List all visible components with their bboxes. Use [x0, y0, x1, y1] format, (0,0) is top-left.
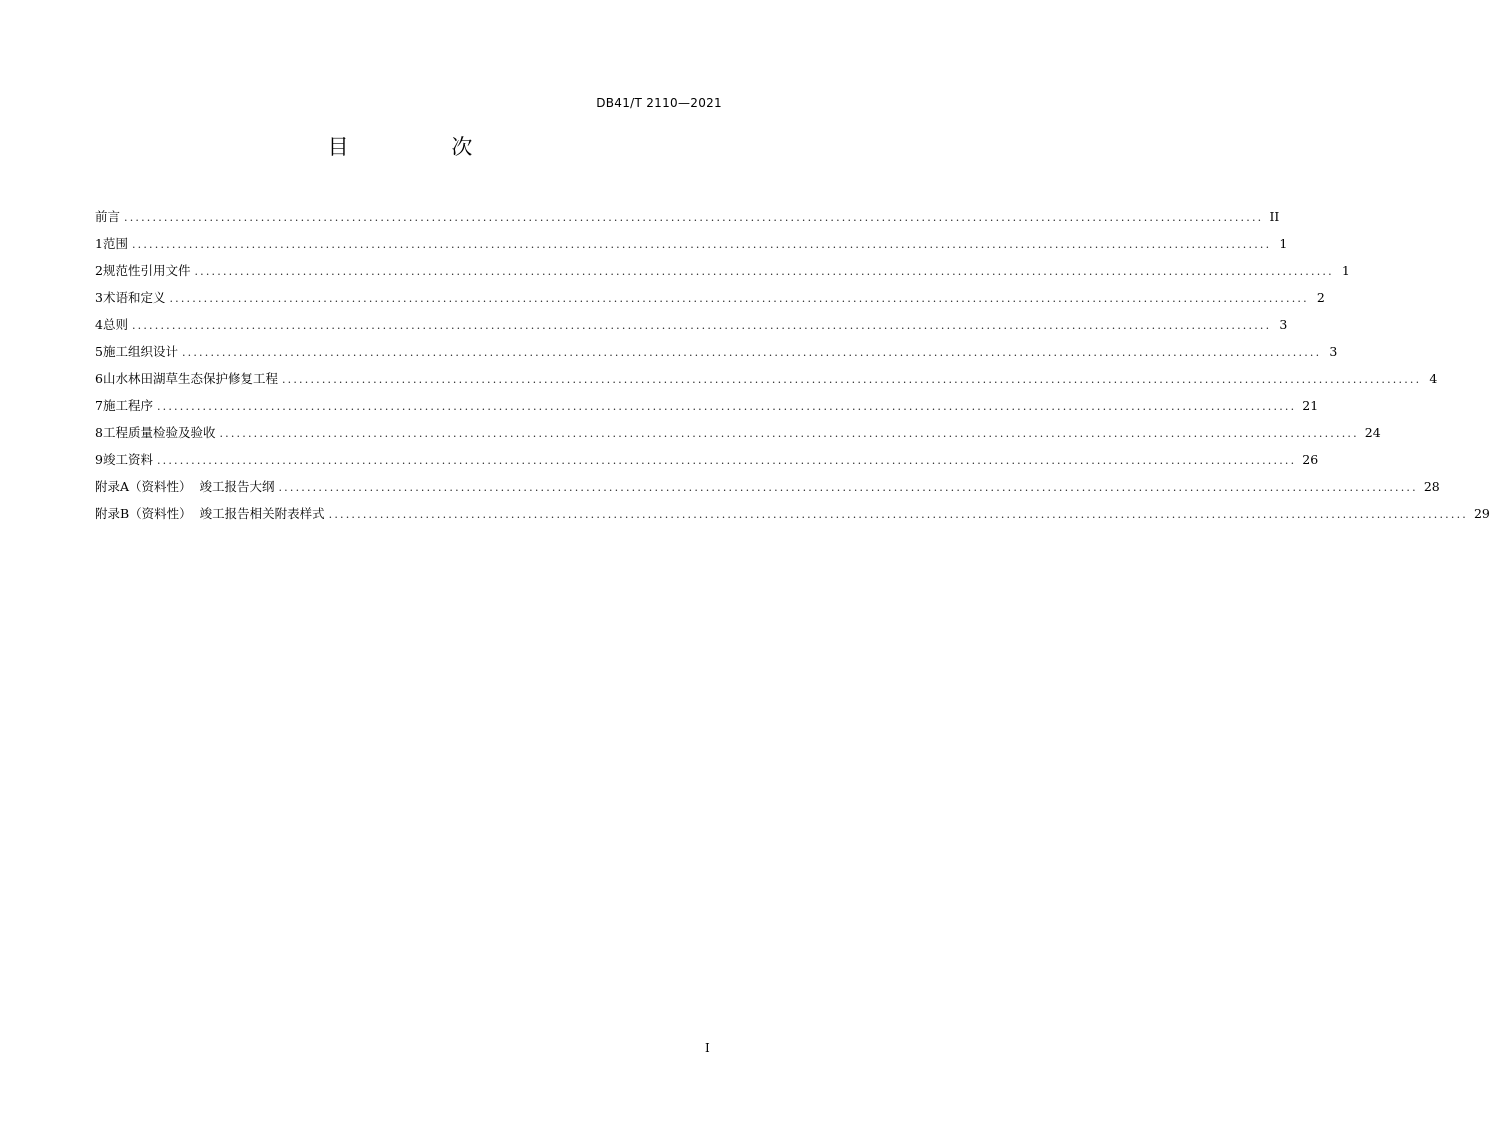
toc-entry-number: 3 — [95, 290, 103, 305]
toc-entry-number: 6 — [95, 371, 103, 386]
toc-entry-page: II — [1269, 209, 1280, 224]
toc-entry-page: 1 — [1279, 236, 1288, 251]
page-title: 目 次 — [327, 135, 521, 159]
toc-entry-appendix-b[interactable] — [95, 500, 1490, 527]
toc-entry-label: 规范性引用文件 — [102, 263, 191, 278]
toc-entry-appendix-a[interactable] — [95, 473, 1440, 500]
toc-leader-dots: ........................................................................................................................................................................................................ — [131, 238, 1272, 251]
standard-code: DB41/T 2110—2021 — [596, 96, 722, 110]
toc-entry-5[interactable] — [95, 338, 1338, 365]
toc-entry-8[interactable] — [95, 419, 1381, 446]
toc-entry-label: 前言 — [95, 209, 121, 224]
toc-entry-label: 工程质量检验及验收 — [102, 425, 216, 440]
toc-entry-2[interactable] — [95, 257, 1350, 284]
toc-entry-label: 附录B（资料性） 竣工报告相关附表样式 — [95, 506, 325, 521]
toc-entry-9[interactable] — [95, 446, 1319, 473]
toc-leader-dots: ........................................................................................................................................................................................................ — [156, 400, 1297, 413]
toc-entry-label: 附录A（资料性） 竣工报告大纲 — [95, 479, 275, 494]
toc-entry-number: 8 — [95, 425, 103, 440]
toc-entry-page: 3 — [1329, 344, 1338, 359]
toc-entry-3[interactable] — [95, 284, 1325, 311]
toc-entry-page: 1 — [1341, 263, 1350, 278]
toc-leader-dots: ........................................................................................................................................................................................................ — [219, 427, 1359, 440]
toc-entry-page: 21 — [1302, 398, 1319, 413]
toc-entry-number: 2 — [95, 263, 103, 278]
toc-entry-label: 总则 — [102, 317, 128, 332]
toc-entry-6[interactable] — [95, 365, 1438, 392]
toc-leader-dots: ........................................................................................................................................................................................................ — [169, 292, 1309, 305]
toc-entry-4[interactable] — [95, 311, 1288, 338]
toc-leader-dots: ........................................................................................................................................................................................................ — [278, 481, 1418, 494]
toc-leader-dots: ........................................................................................................................................................................................................ — [281, 373, 1422, 386]
toc-entry-number: 1 — [95, 236, 103, 251]
toc-entry-page: 2 — [1316, 290, 1325, 305]
toc-leader-dots: ........................................................................................................................................................................................................ — [124, 211, 1264, 224]
toc-entry-number: 9 — [95, 452, 103, 467]
toc-entry-label: 施工程序 — [102, 398, 153, 413]
toc-entry-label: 山水林田湖草生态保护修复工程 — [102, 371, 278, 386]
toc-entry-number: 4 — [95, 317, 103, 332]
toc-entry-label: 竣工资料 — [102, 452, 153, 467]
toc-entry-page: 26 — [1302, 452, 1319, 467]
page-number: I — [705, 1041, 710, 1055]
toc-entry-1[interactable] — [95, 230, 1288, 257]
toc-entry-label: 施工组织设计 — [102, 344, 178, 359]
toc-entry-foreword[interactable] — [95, 203, 1280, 230]
toc-entry-number: 5 — [95, 344, 103, 359]
toc-entry-page: 29 — [1473, 506, 1490, 521]
toc-leader-dots: ........................................................................................................................................................................................................ — [194, 265, 1334, 278]
toc-entry-page: 24 — [1364, 425, 1381, 440]
toc-entry-page: 28 — [1423, 479, 1440, 494]
toc-leader-dots: ........................................................................................................................................................................................................ — [156, 454, 1297, 467]
toc-leader-dots: ........................................................................................................................................................................................................ — [328, 508, 1468, 521]
toc-leader-dots: ........................................................................................................................................................................................................ — [131, 319, 1272, 332]
toc-entry-number: 7 — [95, 398, 103, 413]
table-of-contents — [95, 203, 1490, 527]
toc-entry-label: 术语和定义 — [102, 290, 166, 305]
toc-leader-dots: ........................................................................................................................................................................................................ — [181, 346, 1322, 359]
toc-entry-page: 3 — [1279, 317, 1288, 332]
toc-entry-page: 4 — [1429, 371, 1438, 386]
toc-entry-7[interactable] — [95, 392, 1319, 419]
toc-entry-label: 范围 — [102, 236, 128, 251]
